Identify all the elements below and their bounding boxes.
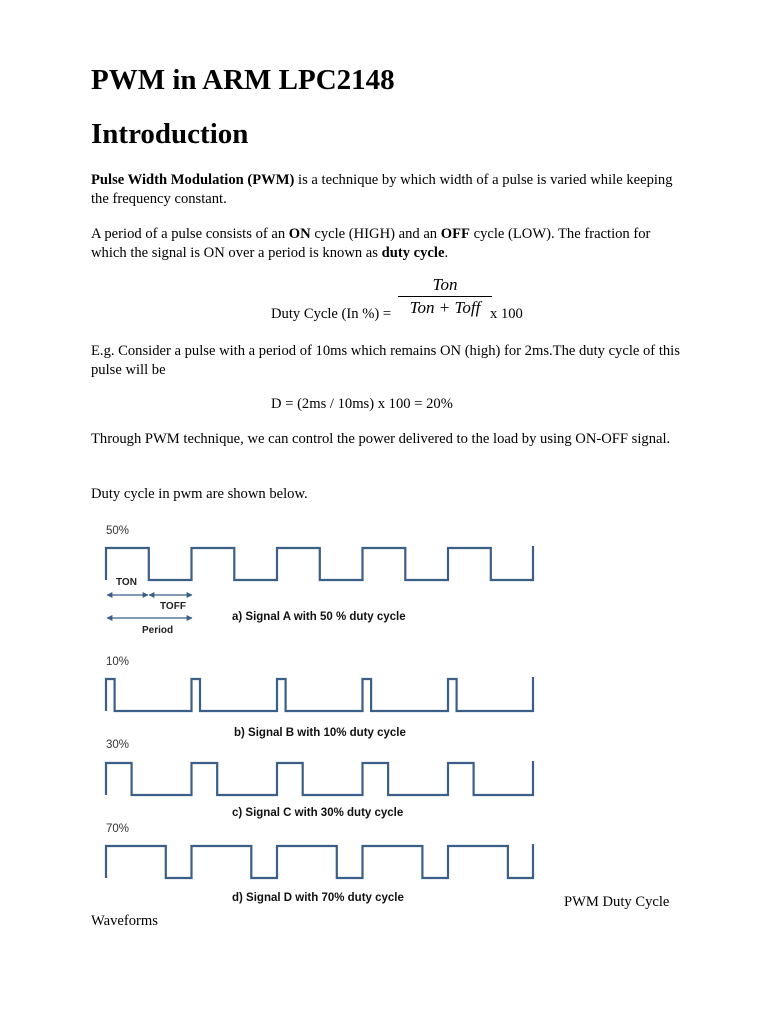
- signal-caption: b) Signal B with 10% duty cycle: [234, 727, 406, 739]
- signal-percent-label: 30%: [106, 739, 130, 751]
- signal-caption: a) Signal A with 50 % duty cycle: [232, 611, 406, 623]
- paragraph-definition: [91, 171, 681, 209]
- section-heading: Introduction: [91, 118, 249, 150]
- figure-caption-line1: PWM Duty Cycle: [564, 894, 670, 910]
- duty-cycle-term: duty cycle: [381, 245, 445, 261]
- signal-caption: d) Signal D with 70% duty cycle: [232, 892, 404, 904]
- pwm-waveforms-figure: [100, 518, 540, 908]
- signal-percent-label: 50%: [106, 525, 130, 537]
- toff-label: TOFF: [160, 601, 186, 612]
- definition-text: is a technique by which width of a pulse is varied while keeping the frequency constant.: [91, 172, 673, 207]
- formula-denominator: Ton + Toff: [409, 298, 481, 317]
- period-text-b: cycle (HIGH) and an: [310, 226, 441, 242]
- off-term: OFF: [440, 226, 470, 242]
- paragraph-example: E.g. Consider a pulse with a period of 10ms which remains ON (high) for 2ms.The duty cycle of this pulse will be: [91, 343, 680, 378]
- example-equation: D = (2ms / 10ms) x 100 = 20%: [271, 396, 453, 412]
- ton-label: TON: [116, 577, 137, 588]
- signal-waveform: [106, 844, 533, 878]
- formula-fraction: [398, 274, 492, 319]
- figure-caption-line2: Waveforms: [91, 913, 158, 929]
- formula-numerator: Ton: [432, 275, 458, 294]
- paragraph-period: [91, 225, 681, 263]
- period-text-a: A period of a pulse consists of an: [91, 226, 289, 242]
- signal-waveform: [106, 761, 533, 795]
- signal-percent-label: 70%: [106, 823, 130, 835]
- paragraph-shown-below: Duty cycle in pwm are shown below.: [91, 486, 308, 502]
- signal-percent-label: 10%: [106, 656, 130, 668]
- waveform-diagram: [100, 518, 540, 908]
- period-text-c: cycle (LOW). The fraction for which the signal is ON over a period is known as: [91, 226, 651, 261]
- period-label: Period: [142, 625, 174, 636]
- signal-caption: c) Signal C with 30% duty cycle: [232, 807, 404, 819]
- page-title: PWM in ARM LPC2148: [91, 64, 395, 96]
- signal-waveform: [106, 546, 533, 580]
- paragraph-power: Through PWM technique, we can control the power delivered to the load by using ON-OFF signal.: [91, 431, 671, 447]
- signal-waveform: [106, 677, 533, 711]
- period-text-d: .: [444, 245, 449, 261]
- formula-rhs: x 100: [490, 306, 523, 322]
- formula-lhs: Duty Cycle (In %) =: [271, 306, 392, 322]
- duty-cycle-formula: [91, 274, 681, 326]
- on-term: ON: [288, 226, 311, 242]
- pwm-term: Pulse Width Modulation (PWM): [91, 172, 295, 188]
